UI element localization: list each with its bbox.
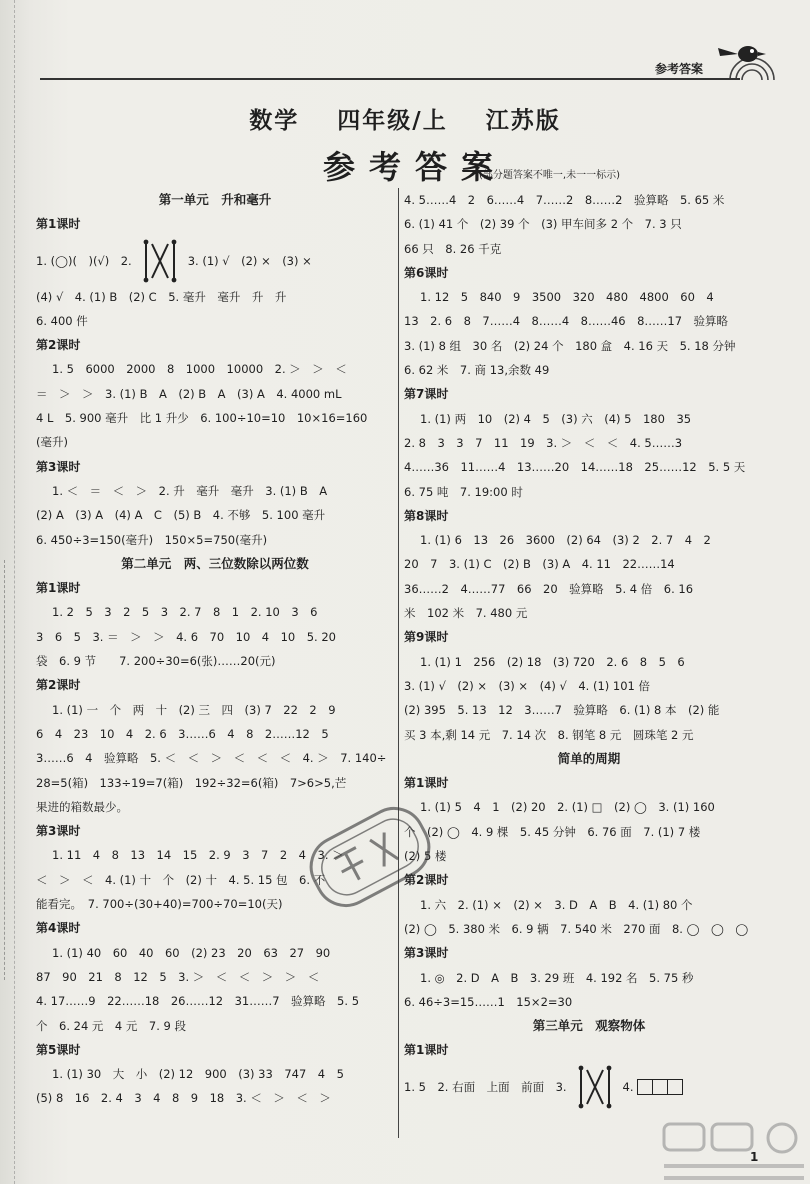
lesson-heading: 第2课时: [36, 678, 81, 693]
answer-line: 66 只 8. 26 千克: [404, 241, 502, 256]
binding-line: [14, 0, 15, 1184]
answer-line: 个 (2) ◯ 4. 9 棵 5. 45 分钟 6. 76 面 7. (1) 7 楼: [404, 824, 701, 839]
answer-line: 13 2. 6 8 7……4 8……4 8……46 8……17 验算略: [404, 314, 729, 329]
lesson-heading: 第3课时: [404, 946, 449, 961]
answer-line: 3 6 5 3. ＝ ＞ ＞ 4. 6 70 10 4 10 5. 20: [36, 629, 336, 644]
lesson-heading: 第1课时: [36, 581, 81, 596]
cut-line: [4, 560, 5, 980]
answer-line: 6. 75 吨 7. 19:00 时: [404, 484, 523, 499]
answer-line: 1. (1) 1 256 (2) 18 (3) 720 2. 6 8 5 6: [420, 654, 685, 669]
answer-line: ＜ ＞ ＜ 4. (1) 十 个 (2) 十 4. 5. 15 包 6. 不: [36, 872, 326, 887]
answer-line: (2) 5 楼: [404, 849, 447, 864]
lesson-heading: 第3课时: [36, 824, 81, 839]
header-rule: [40, 78, 740, 80]
answer-line: 6. (1) 41 个 (2) 39 个 (3) 甲车间多 2 个 7. 3 只: [404, 217, 682, 232]
bird-logo-icon: [712, 38, 776, 82]
answer-line: 1. (1) 6 13 26 3600 (2) 64 (3) 2 2. 7 4 2: [420, 533, 711, 548]
answer-line-figure: [36, 237, 394, 285]
answer-line: 87 90 21 8 12 5 3. ＞ ＜ ＜ ＞ ＞ ＜: [36, 969, 320, 984]
answer-line: 1. ＜ ＝ ＜ ＞ 2. 升 毫升 毫升 3. (1) B A: [52, 483, 328, 498]
answer-line: 6. 62 米 7. 商 13,余数 49: [404, 363, 550, 378]
answer-text: 4.: [622, 1079, 634, 1094]
answer-line: (4) √ 4. (1) B (2) C 5. 毫升 毫升 升 升: [36, 289, 287, 304]
answer-text: 1. (◯)( )(√) 2.: [36, 253, 132, 268]
answer-line: 能看完。 7. 700÷(30+40)=700÷70=10(天): [36, 897, 283, 912]
lesson-heading: 第1课时: [36, 217, 81, 232]
answer-line: 1. (1) 40 60 40 60 (2) 23 20 63 27 90: [52, 945, 331, 960]
answer-line: 20 7 3. (1) C (2) B (3) A 4. 11 22……14: [404, 557, 675, 572]
answer-line: 6. 46÷3=15……1 15×2=30: [404, 994, 573, 1009]
answer-line: 1. (1) 一 个 两 十 (2) 三 四 (3) 7 22 2 9: [52, 702, 336, 717]
answer-line: 4. 17……9 22……18 26……12 31……7 验算略 5. 5: [36, 994, 360, 1009]
answer-boxes-icon: [638, 1079, 683, 1095]
page-title: [0, 102, 810, 135]
lesson-heading: 第7课时: [404, 387, 449, 402]
lesson-heading: 第8课时: [404, 508, 449, 523]
lesson-heading: 第4课时: [36, 921, 81, 936]
answer-line: 1. 六 2. (1) × (2) × 3. D A B 4. (1) 80 个: [420, 897, 693, 912]
answer-line: 6 4 23 10 4 2. 6 3……6 4 8 2……12 5: [36, 726, 329, 741]
answer-line: 4 L 5. 900 毫升 比 1 升少 6. 100÷10=10 10×16=160: [36, 411, 368, 426]
answers-note: (部分题答案不唯一,未一一标示): [479, 170, 620, 181]
answer-text: 3. (1) √ (2) × (3) ×: [187, 253, 312, 268]
answer-line: 1. (1) 5 4 1 (2) 20 2. (1) □ (2) ◯ 3. (1) 160: [420, 800, 715, 815]
lesson-heading: 第3课时: [36, 459, 81, 474]
answer-line: 1. 2 5 3 2 5 3 2. 7 8 1 2. 10 3 6: [52, 605, 318, 620]
header-label: 参考答案: [655, 62, 704, 76]
lesson-heading: 第5课时: [36, 1042, 81, 1057]
answer-line: 米 102 米 7. 480 元: [404, 606, 528, 621]
answer-line: 4. 5……4 2 6……4 7……2 8……2 验算略 5. 65 米: [404, 193, 725, 207]
unit-heading: 第一单元 升和毫升: [158, 192, 272, 207]
answer-line-figure: [404, 1063, 774, 1111]
matching-lines-icon: [140, 238, 180, 284]
answer-line: 6. 400 件: [36, 313, 88, 328]
answer-text: 1. 5 2. 右面 上面 前面 3.: [404, 1079, 567, 1094]
answer-line: 4……36 11……4 13……20 14……18 25……12 5. 5 天: [404, 460, 746, 475]
answer-line: 1. (1) 30 大 小 (2) 12 900 (3) 33 747 4 5: [52, 1067, 344, 1082]
answer-line: 果进的箱数最少。: [36, 799, 128, 814]
answer-line: 3. (1) √ (2) × (3) × (4) √ 4. (1) 101 倍: [404, 678, 651, 693]
answer-line: 1. ◎ 2. D A B 3. 29 班 4. 192 名 5. 75 秒: [420, 970, 694, 985]
answer-line: 袋 6. 9 节 7. 200÷30=6(张)……20(元): [36, 654, 276, 669]
answer-line: 1. 12 5 840 9 3500 320 480 4800 60 4: [420, 290, 714, 305]
answer-line: (毫升): [36, 435, 68, 450]
answer-line: 3……6 4 验算略 5. ＜ ＜ ＞ ＜ ＜ ＜ 4. ＞ 7. 140÷: [36, 751, 387, 766]
lesson-heading: 第1课时: [404, 1043, 449, 1058]
unit-heading: 第二单元 两、三位数除以两位数: [121, 555, 309, 571]
answer-line: 2. 8 3 3 7 11 19 3. ＞ ＜ ＜ 4. 5……3: [404, 435, 683, 450]
lesson-heading: 第6课时: [404, 265, 449, 280]
unit-heading: 简单的周期: [557, 750, 621, 766]
title-grade: 四年级/上: [337, 108, 448, 134]
page-number: 1: [750, 1150, 759, 1164]
matching-lines-icon: [575, 1064, 615, 1110]
answer-line: 1. 5 6000 2000 8 1000 10000 2. ＞ ＞ ＜: [52, 362, 347, 377]
answer-line: 36……2 4……77 66 20 验算略 5. 4 倍 6. 16: [404, 581, 694, 596]
left-column: [36, 188, 394, 1111]
answer-line: 1. (1) 两 10 (2) 4 5 (3) 六 (4) 5 180 35: [420, 411, 692, 426]
answer-line: (5) 8 16 2. 4 3 4 8 9 18 3. ＜ ＞ ＜ ＞: [36, 1091, 331, 1106]
watermark-stamp: [300, 782, 440, 932]
answer-line: ＝ ＞ ＞ 3. (1) B A (2) B A (3) A 4. 4000 mL: [36, 386, 342, 401]
answers-heading: 参考答案: [323, 148, 508, 186]
column-divider: [398, 188, 399, 1138]
answer-line: 6. 450÷3=150(毫升) 150×5=750(毫升): [36, 532, 268, 547]
answer-line: 买 3 本,剩 14 元 7. 14 次 8. 钢笔 8 元 圆珠笔 2 元: [404, 727, 694, 742]
answer-line: 1. 11 4 8 13 14 15 2. 9 3 7 2 4 3. ＞: [52, 848, 344, 863]
title-subject: 数学: [249, 108, 300, 134]
unit-heading: 第三单元 观察物体: [532, 1018, 646, 1034]
right-column: [404, 188, 774, 1111]
lesson-heading: 第2课时: [404, 873, 449, 888]
title-edition: 江苏版: [485, 108, 561, 134]
lesson-heading: 第9课时: [404, 630, 449, 645]
lesson-heading: 第2课时: [36, 338, 81, 353]
answer-line: 3. (1) 8 组 30 名 (2) 24 个 180 盒 4. 16 天 5. 18 分钟: [404, 338, 736, 353]
answer-line: 28=5(箱) 133÷19=7(箱) 192÷32=6(箱) 7>6>5,芒: [36, 775, 347, 790]
answer-line: (2) ◯ 5. 380 米 6. 9 辆 7. 540 米 270 面 8. ◯ ◯ ◯: [404, 921, 749, 936]
answer-line: 个 6. 24 元 4 元 7. 9 段: [36, 1018, 186, 1033]
lesson-heading: 第1课时: [404, 776, 449, 791]
answer-line: (2) 395 5. 13 12 3……7 验算略 6. (1) 8 本 (2) 能: [404, 703, 720, 718]
answer-line: (2) A (3) A (4) A C (5) B 4. 不够 5. 100 毫升: [36, 508, 326, 523]
watermark-logo: [660, 1120, 810, 1184]
